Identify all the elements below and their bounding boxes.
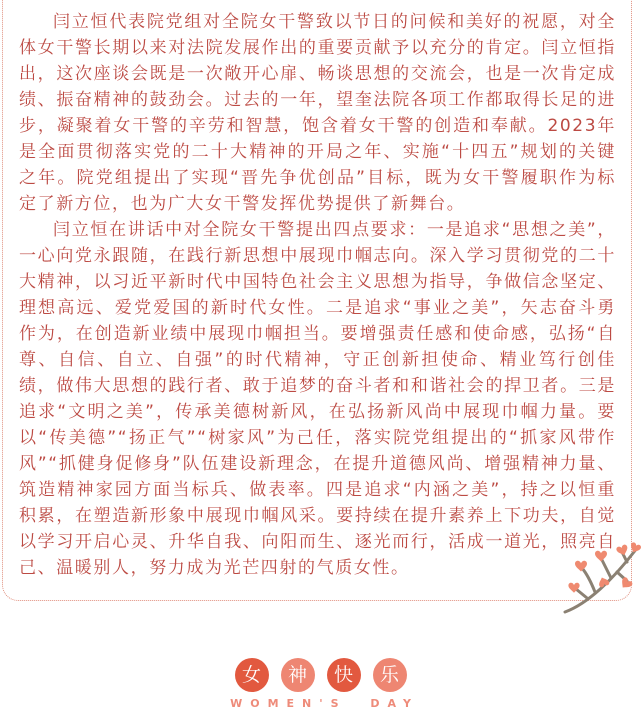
article-paragraph-1: 闫立恒代表院党组对全院女干警致以节日的问候和美好的祝愿，对全体女干警长期以来对法院发展作出的重要贡献予以充分的肯定。闫立恒指出，这次座谈会既是一次敞开心扉、畅谈思想的交流会，也是一次肯定成绩、振奋精神的鼓劲会。过去的一年，望奎法院各项工作都取得长足的进步，凝聚着女干警的辛劳和智慧，饱含着女干警的创造和奉献。2023年是全面贯彻落实党的二十大精神的开局之年、实施“十四五”规划的关键之年。院党组提出了实现“晋先争优创品”目标，既为女干警履职作为标定了新方位，也为广大女干警发挥优势提供了新舞台。: [19, 12, 616, 214]
badge-circle-1: 女: [235, 658, 269, 692]
badge-circle-row: [0, 658, 641, 692]
flower-branch-icon: [549, 540, 641, 618]
badge-circle-4: 乐: [373, 658, 407, 692]
article-paragraph-2: 闫立恒在讲话中对全院女干警提出四点要求：一是追求“思想之美”，一心向党永跟随，在践行新思想中展现巾帼志向。深入学习贯彻党的二十大精神，以习近平新时代中国特色社会主义思想为指导，争做信念坚定、理想高远、爱党爱国的新时代女性。二是追求“事业之美”，矢志奋斗勇作为，在创造新业绩中展现巾帼担当。要增强责任感和使命感，弘扬“自尊、自信、自立、自强”的时代精神，守正创新担使命、精业笃行创佳绩，做伟大思想的践行者、敢于追梦的奋斗者和和谐社会的捍卫者。三是追求“文明之美”，传承美德树新风，在弘扬新风尚中展现巾帼力量。要以“传美德”“扬正气”“树家风”为己任，落实院党组提出的“抓家风带作风”“抓健身促修身”队伍建设新理念，在提升道德风尚、增强精神力量、筑造精神家园方面当标兵、做表率。四是追求“内涵之美”，持之以恒重积累，在塑造新形象中展现巾帼风采。要持续在提升素养上下功夫，自觉以学习开启心灵、升华自我、向阳而生、逐光而行，活成一道光，照亮自己、温暖别人，努力成为光芒四射的气质女性。: [19, 220, 616, 578]
womens-day-badge: [0, 658, 641, 709]
badge-circle-3: 快: [327, 658, 361, 692]
article-border-box: [2, 0, 632, 601]
badge-circle-2: 神: [281, 658, 315, 692]
badge-subtitle: WOMEN'S DAY: [230, 697, 419, 709]
